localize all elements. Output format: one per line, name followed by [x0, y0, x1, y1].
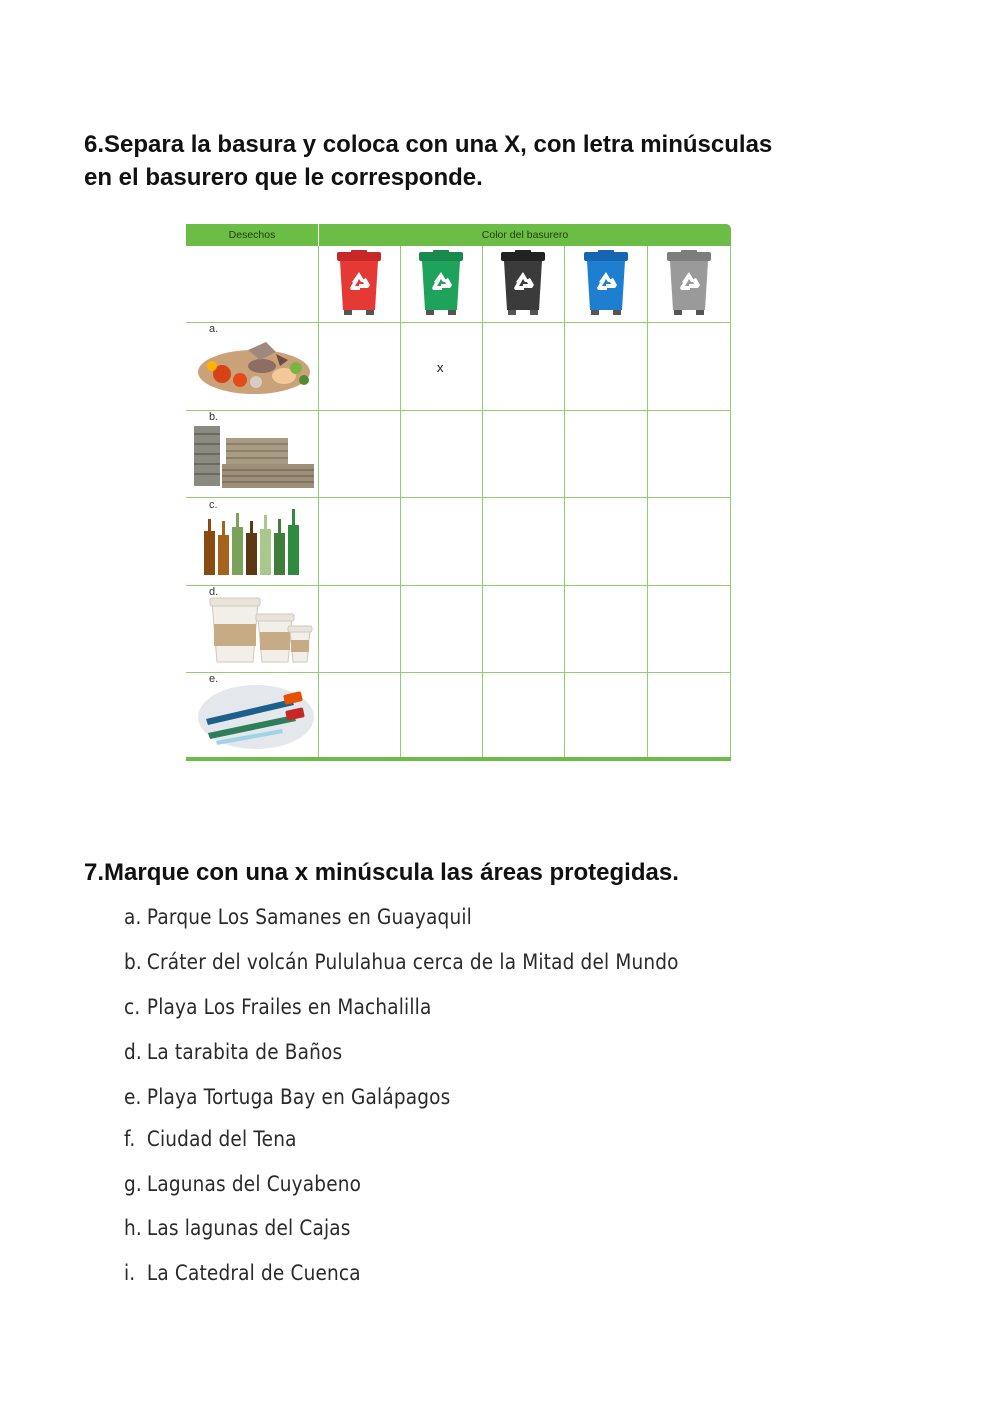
- header-color-basurero: Color del basurero: [319, 224, 731, 246]
- list-item: [124, 1037, 342, 1067]
- list-item: [124, 1169, 361, 1199]
- list-item-letter: d.: [124, 1040, 142, 1064]
- row-letter-d: d.: [209, 586, 219, 598]
- list-item: [124, 902, 472, 932]
- list-item: [124, 947, 679, 977]
- list-item-letter: c.: [124, 995, 141, 1019]
- cardboard-stack-image: [192, 420, 316, 492]
- list-item-text: Ciudad del Tena: [146, 1127, 297, 1151]
- blue-bin-icon: [583, 250, 629, 316]
- grid-line: [186, 322, 731, 323]
- list-item-letter: f.: [124, 1127, 136, 1151]
- list-item-letter: h.: [124, 1216, 142, 1240]
- list-item-letter: i.: [124, 1261, 136, 1285]
- red-bin-icon: [336, 250, 382, 316]
- grid-line: [186, 410, 731, 411]
- list-item-letter: e.: [124, 1085, 142, 1109]
- table-bottom-bar: [186, 757, 731, 761]
- list-item-text: Playa Los Frailes en Machalilla: [146, 995, 432, 1019]
- list-item: [124, 1213, 351, 1243]
- list-item-text: Las lagunas del Cajas: [146, 1216, 351, 1240]
- list-item: [124, 1124, 297, 1154]
- glass-bottles-image: [192, 507, 316, 579]
- gray-bin-icon: [666, 250, 712, 316]
- list-item: [124, 1082, 450, 1112]
- question-7-title: 7.Marque con una x minúscula las áreas protegidas.: [84, 859, 679, 886]
- list-item-text: Lagunas del Cuyabeno: [146, 1172, 362, 1196]
- list-item-text: La Catedral de Cuenca: [146, 1261, 361, 1285]
- organic-waste-image: [192, 330, 316, 402]
- list-item-letter: b.: [124, 950, 142, 974]
- list-item: [124, 992, 431, 1022]
- list-item-letter: a.: [124, 905, 142, 929]
- list-item: [124, 1258, 361, 1288]
- list-item-text: Playa Tortuga Bay en Galápagos: [146, 1085, 451, 1109]
- grid-line: [186, 585, 731, 586]
- row-letter-c: c.: [209, 499, 218, 511]
- list-item-text: Cráter del volcán Pululahua cerca de la Mitad del Mundo: [146, 950, 679, 974]
- list-item-letter: g.: [124, 1172, 142, 1196]
- row-letter-b: b.: [209, 411, 219, 423]
- waste-sorting-table: [186, 224, 731, 762]
- toothbrushes-image: [192, 679, 316, 751]
- question-6-title: [84, 128, 884, 194]
- header-desechos: Desechos: [186, 224, 318, 246]
- green-bin-icon: [418, 250, 464, 316]
- row-letter-e: e.: [209, 673, 219, 685]
- question-6-title-line2: en el basurero que le corresponde.: [84, 164, 483, 191]
- paper-cups-image: [192, 594, 316, 666]
- grid-line: [186, 672, 731, 673]
- list-item-text: Parque Los Samanes en Guayaquil: [146, 905, 472, 929]
- list-item-text: La tarabita de Baños: [146, 1040, 343, 1064]
- row-letter-a: a.: [209, 323, 219, 335]
- grid-line: [186, 497, 731, 498]
- answer-mark-row-a: x: [437, 360, 444, 375]
- black-bin-icon: [500, 250, 546, 316]
- question-6-title-line1: 6.Separa la basura y coloca con una X, con letra minúsculas: [84, 131, 773, 158]
